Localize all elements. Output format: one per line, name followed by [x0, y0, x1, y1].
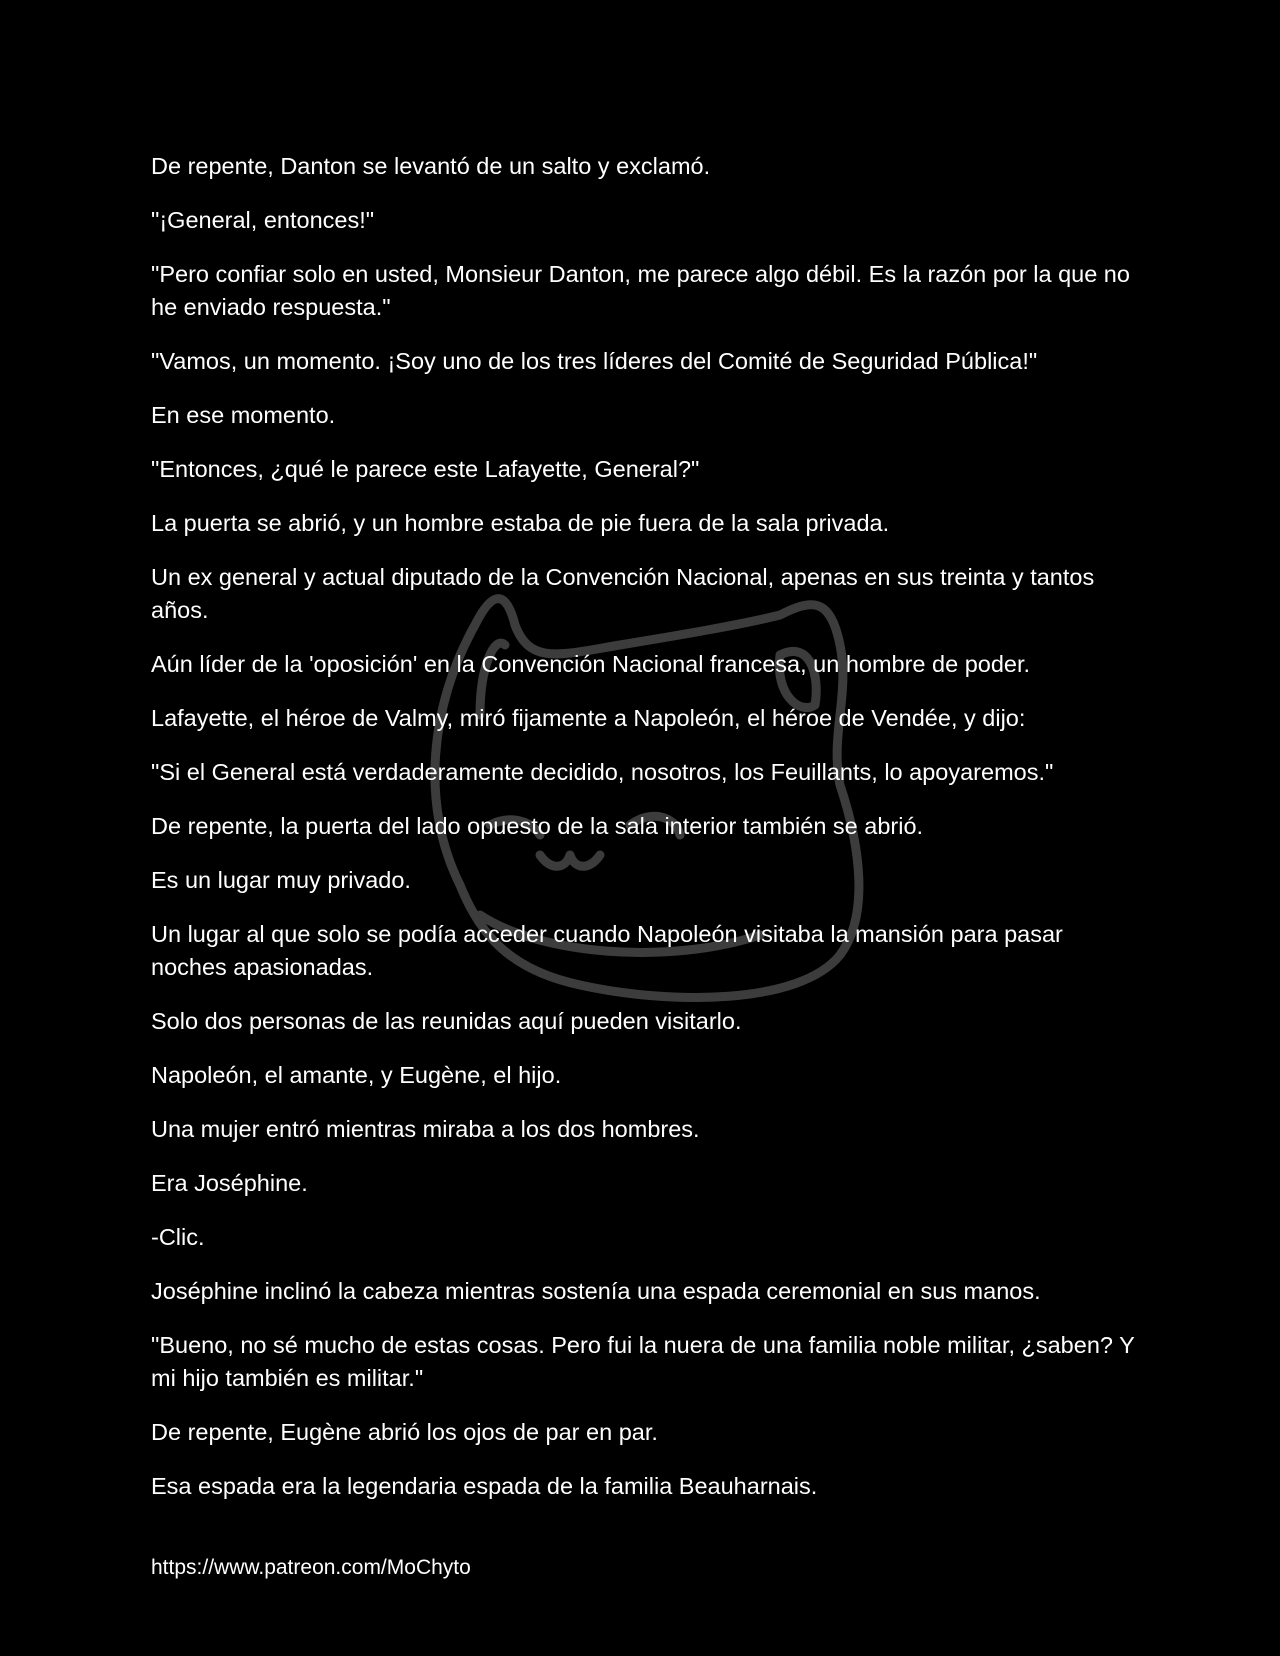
paragraph: "Vamos, un momento. ¡Soy uno de los tres líderes del Comité de Seguridad Pública!": [151, 348, 1038, 374]
chapter-text-body: [151, 150, 1141, 1582]
paragraph: Esa espada era la legendaria espada de la familia Beauharnais.: [151, 1473, 818, 1499]
paragraph: Aún líder de la 'oposición' en la Convención Nacional francesa, un hombre de poder.: [151, 651, 1031, 677]
paragraph: De repente, Danton se levantó de un salto y exclamó.: [151, 153, 711, 179]
paragraph: Un lugar al que solo se podía acceder cuando Napoleón visitaba la mansión para pasar noches apasionadas.: [151, 921, 1063, 980]
paragraph: Lafayette, el héroe de Valmy, miró fijamente a Napoleón, el héroe de Vendée, y dijo:: [151, 705, 1026, 731]
paragraph: "Bueno, no sé mucho de estas cosas. Pero fui la nuera de una familia noble militar, ¿saben? Y mi hijo también es militar.": [151, 1332, 1135, 1391]
paragraph: "Entonces, ¿qué le parece este Lafayette, General?": [151, 456, 700, 482]
paragraph: Solo dos personas de las reunidas aquí pueden visitarlo.: [151, 1008, 742, 1034]
paragraph: Joséphine inclinó la cabeza mientras sostenía una espada ceremonial en sus manos.: [151, 1278, 1041, 1304]
paragraph: De repente, Eugène abrió los ojos de par en par.: [151, 1419, 658, 1445]
paragraph: Una mujer entró mientras miraba a los dos hombres.: [151, 1116, 700, 1142]
paragraph: -Clic.: [151, 1224, 205, 1250]
paragraph: "Pero confiar solo en usted, Monsieur Danton, me parece algo débil. Es la razón por la que no he enviado respuesta.": [151, 261, 1130, 320]
paragraph: La puerta se abrió, y un hombre estaba de pie fuera de la sala privada.: [151, 510, 890, 536]
paragraph: Napoleón, el amante, y Eugène, el hijo.: [151, 1062, 562, 1088]
patreon-link[interactable]: https://www.patreon.com/MoChyto: [151, 1556, 471, 1579]
paragraph: Un ex general y actual diputado de la Convención Nacional, apenas en sus treinta y tantos años.: [151, 564, 1095, 623]
paragraph: En ese momento.: [151, 402, 336, 428]
paragraph: "Si el General está verdaderamente decidido, nosotros, los Feuillants, lo apoyaremos.": [151, 759, 1054, 785]
paragraph: Es un lugar muy privado.: [151, 867, 411, 893]
paragraph: De repente, la puerta del lado opuesto de la sala interior también se abrió.: [151, 813, 924, 839]
paragraph: "¡General, entonces!": [151, 207, 375, 233]
paragraph: Era Joséphine.: [151, 1170, 308, 1196]
